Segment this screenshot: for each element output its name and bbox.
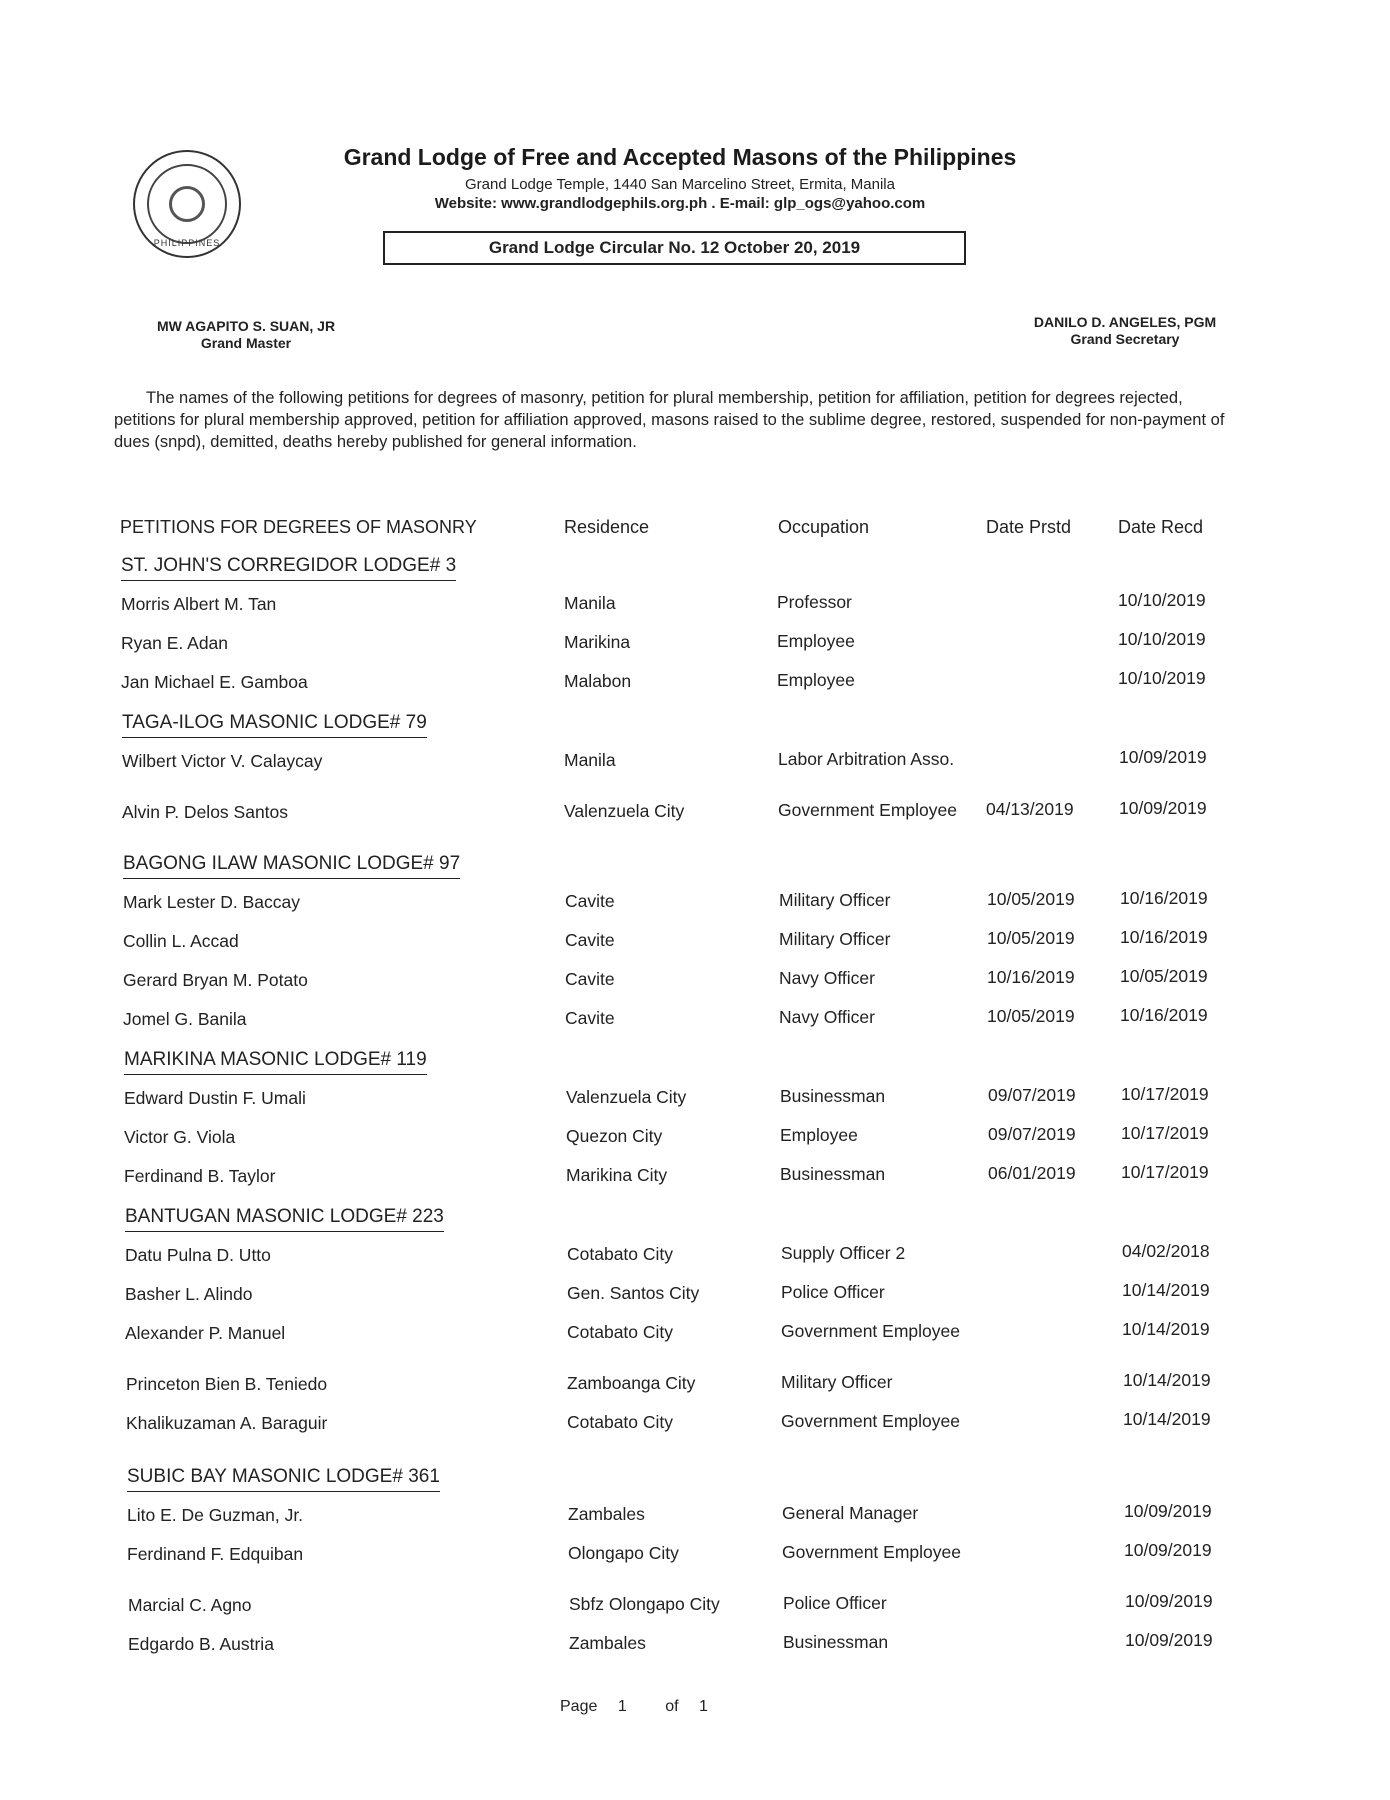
org-name: Grand Lodge of Free and Accepted Masons of the Philippines	[343, 144, 1017, 170]
member-name: Datu Pulna D. Utto	[125, 1245, 271, 1265]
member-residence: Zambales	[568, 1504, 645, 1524]
member-residence: Cavite	[565, 1008, 615, 1028]
member-date-prstd: 10/05/2019	[987, 928, 1075, 948]
member-name: Alexander P. Manuel	[125, 1323, 286, 1343]
seal-inner-ring	[147, 164, 227, 244]
member-residence: Cotabato City	[567, 1244, 674, 1264]
member-date-recd: 10/09/2019	[1124, 1540, 1212, 1560]
header-section: PETITIONS FOR DEGREES OF MASONRY	[120, 517, 477, 537]
lodge-heading: MARIKINA MASONIC LODGE# 119	[124, 1049, 427, 1075]
member-date-recd: 10/09/2019	[1119, 747, 1207, 767]
signatory-grand-secretary	[1010, 314, 1240, 348]
member-residence: Zambales	[569, 1633, 646, 1653]
member-residence: Marikina	[564, 632, 631, 652]
member-date-recd: 10/17/2019	[1121, 1123, 1209, 1143]
page-number: 1	[617, 1698, 627, 1715]
header-residence: Residence	[564, 517, 650, 537]
member-occupation: Navy Officer	[779, 1007, 875, 1027]
member-residence: Manila	[564, 593, 616, 613]
member-date-recd: 10/16/2019	[1120, 1005, 1208, 1025]
member-residence: Cavite	[565, 930, 615, 950]
member-name: Alvin P. Delos Santos	[122, 802, 289, 822]
member-date-recd: 10/16/2019	[1120, 927, 1208, 947]
header-occupation: Occupation	[778, 517, 870, 537]
member-name: Ferdinand F. Edquiban	[127, 1544, 304, 1564]
grand-lodge-seal	[133, 150, 241, 258]
member-occupation: Supply Officer 2	[781, 1243, 906, 1263]
member-residence: Quezon City	[566, 1126, 663, 1146]
signatory-name: MW AGAPITO S. SUAN, JR	[156, 318, 336, 334]
member-date-recd: 10/10/2019	[1118, 668, 1206, 688]
member-occupation: Labor Arbitration Asso.	[778, 749, 955, 769]
member-occupation: Professor	[777, 592, 852, 612]
member-date-recd: 10/17/2019	[1121, 1084, 1209, 1104]
member-name: Edgardo B. Austria	[128, 1634, 274, 1654]
member-date-recd: 10/10/2019	[1118, 629, 1206, 649]
member-occupation: Government Employee	[781, 1411, 960, 1431]
member-residence: Olongapo City	[568, 1543, 679, 1563]
member-date-recd: 10/09/2019	[1125, 1591, 1213, 1611]
member-name: Jan Michael E. Gamboa	[121, 672, 308, 692]
member-date-prstd: 04/13/2019	[986, 799, 1074, 819]
member-residence: Malabon	[564, 671, 632, 691]
member-date-recd: 10/09/2019	[1124, 1501, 1212, 1521]
member-residence: Cotabato City	[567, 1322, 674, 1342]
lodge-heading: SUBIC BAY MASONIC LODGE# 361	[127, 1466, 440, 1492]
member-occupation: Military Officer	[779, 890, 891, 910]
member-residence: Valenzuela City	[566, 1087, 687, 1107]
seal-text: PHILIPPINES	[153, 238, 221, 248]
member-name: Marcial C. Agno	[128, 1595, 252, 1615]
member-name: Mark Lester D. Baccay	[123, 892, 300, 912]
member-name: Princeton Bien B. Teniedo	[126, 1374, 328, 1394]
member-date-recd: 10/16/2019	[1120, 888, 1208, 908]
member-name: Jomel G. Banila	[123, 1009, 247, 1029]
member-name: Edward Dustin F. Umali	[124, 1088, 306, 1108]
member-occupation: Military Officer	[779, 929, 891, 949]
page-label: Page	[560, 1698, 598, 1715]
member-occupation: Businessman	[780, 1086, 886, 1106]
member-residence: Gen. Santos City	[567, 1283, 700, 1303]
member-occupation: Police Officer	[783, 1593, 887, 1613]
member-occupation: Employee	[780, 1125, 858, 1145]
member-residence: Cavite	[565, 891, 615, 911]
of-label: of	[665, 1698, 679, 1715]
member-occupation: Businessman	[780, 1164, 886, 1184]
member-date-recd: 10/14/2019	[1122, 1319, 1210, 1339]
member-date-prstd: 10/16/2019	[987, 967, 1075, 987]
member-name: Wilbert Victor V. Calaycay	[122, 751, 323, 771]
org-contact: Website: www.grandlodgephils.org.ph . E-mail: glp_ogs@yahoo.com	[434, 195, 926, 212]
member-occupation: General Manager	[782, 1503, 919, 1523]
member-residence: Sbfz Olongapo City	[569, 1594, 720, 1614]
intro-text: The names of the following petitions for degrees of masonry, petition for plural membership, petition for affiliation, petition for degrees rejected, petitions for plural membership approved, petition for affiliation approved, masons raised to the sublime degree, restored, suspended for non-payment of dues (snpd), demitted, deaths hereby published for general information.	[114, 389, 1225, 451]
member-occupation: Military Officer	[781, 1372, 893, 1392]
member-occupation: Government Employee	[782, 1542, 961, 1562]
member-name: Morris Albert M. Tan	[121, 594, 277, 614]
member-date-recd: 10/17/2019	[1121, 1162, 1209, 1182]
member-occupation: Businessman	[783, 1632, 889, 1652]
member-occupation: Navy Officer	[779, 968, 875, 988]
member-name: Basher L. Alindo	[125, 1284, 253, 1304]
member-name: Gerard Bryan M. Potato	[123, 970, 308, 990]
member-residence: Cotabato City	[567, 1412, 674, 1432]
signatory-name: DANILO D. ANGELES, PGM	[1033, 314, 1217, 330]
member-residence: Cavite	[565, 969, 615, 989]
member-date-prstd: 09/07/2019	[988, 1124, 1076, 1144]
lodge-heading: ST. JOHN'S CORREGIDOR LODGE# 3	[121, 555, 456, 581]
header-date-recd: Date Recd	[1118, 517, 1204, 537]
page-total: 1	[698, 1698, 708, 1715]
member-occupation: Employee	[777, 670, 855, 690]
member-date-prstd: 06/01/2019	[988, 1163, 1076, 1183]
member-occupation: Employee	[777, 631, 855, 651]
lodge-heading: TAGA-ILOG MASONIC LODGE# 79	[122, 712, 427, 738]
member-name: Ferdinand B. Taylor	[124, 1166, 276, 1186]
signatory-title: Grand Master	[200, 335, 292, 351]
member-date-recd: 10/14/2019	[1123, 1409, 1211, 1429]
member-date-recd: 10/14/2019	[1122, 1280, 1210, 1300]
member-residence: Manila	[564, 750, 616, 770]
lodge-heading: BAGONG ILAW MASONIC LODGE# 97	[123, 853, 460, 879]
member-date-recd: 04/02/2018	[1122, 1241, 1210, 1261]
member-name: Collin L. Accad	[123, 931, 239, 951]
member-date-prstd: 09/07/2019	[988, 1085, 1076, 1105]
member-name: Lito E. De Guzman, Jr.	[127, 1505, 304, 1525]
lodge-heading: BANTUGAN MASONIC LODGE# 223	[125, 1206, 444, 1232]
member-occupation: Government Employee	[781, 1321, 960, 1341]
member-date-prstd: 10/05/2019	[987, 889, 1075, 909]
member-date-recd: 10/14/2019	[1123, 1370, 1211, 1390]
signatory-title: Grand Secretary	[1070, 331, 1180, 347]
member-occupation: Government Employee	[778, 800, 957, 820]
seal-emblem-icon	[169, 186, 205, 222]
member-residence: Marikina City	[566, 1165, 668, 1185]
header-date-prstd: Date Prstd	[986, 517, 1072, 537]
member-date-recd: 10/05/2019	[1120, 966, 1208, 986]
member-date-recd: 10/09/2019	[1119, 798, 1207, 818]
member-residence: Zamboanga City	[567, 1373, 696, 1393]
member-name: Victor G. Viola	[124, 1127, 236, 1147]
member-residence: Valenzuela City	[564, 801, 685, 821]
circular-title: Grand Lodge Circular No. 12 October 20, 2019	[383, 231, 966, 265]
member-name: Khalikuzaman A. Baraguir	[126, 1413, 328, 1433]
member-occupation: Police Officer	[781, 1282, 885, 1302]
page-indicator	[560, 1698, 724, 1716]
member-date-recd: 10/09/2019	[1125, 1630, 1213, 1650]
intro-paragraph	[114, 387, 1244, 453]
signatory-grand-master	[131, 318, 361, 352]
org-address: Grand Lodge Temple, 1440 San Marcelino Street, Ermita, Manila	[465, 176, 895, 193]
member-name: Ryan E. Adan	[121, 633, 229, 653]
member-date-recd: 10/10/2019	[1118, 590, 1206, 610]
member-date-prstd: 10/05/2019	[987, 1006, 1075, 1026]
